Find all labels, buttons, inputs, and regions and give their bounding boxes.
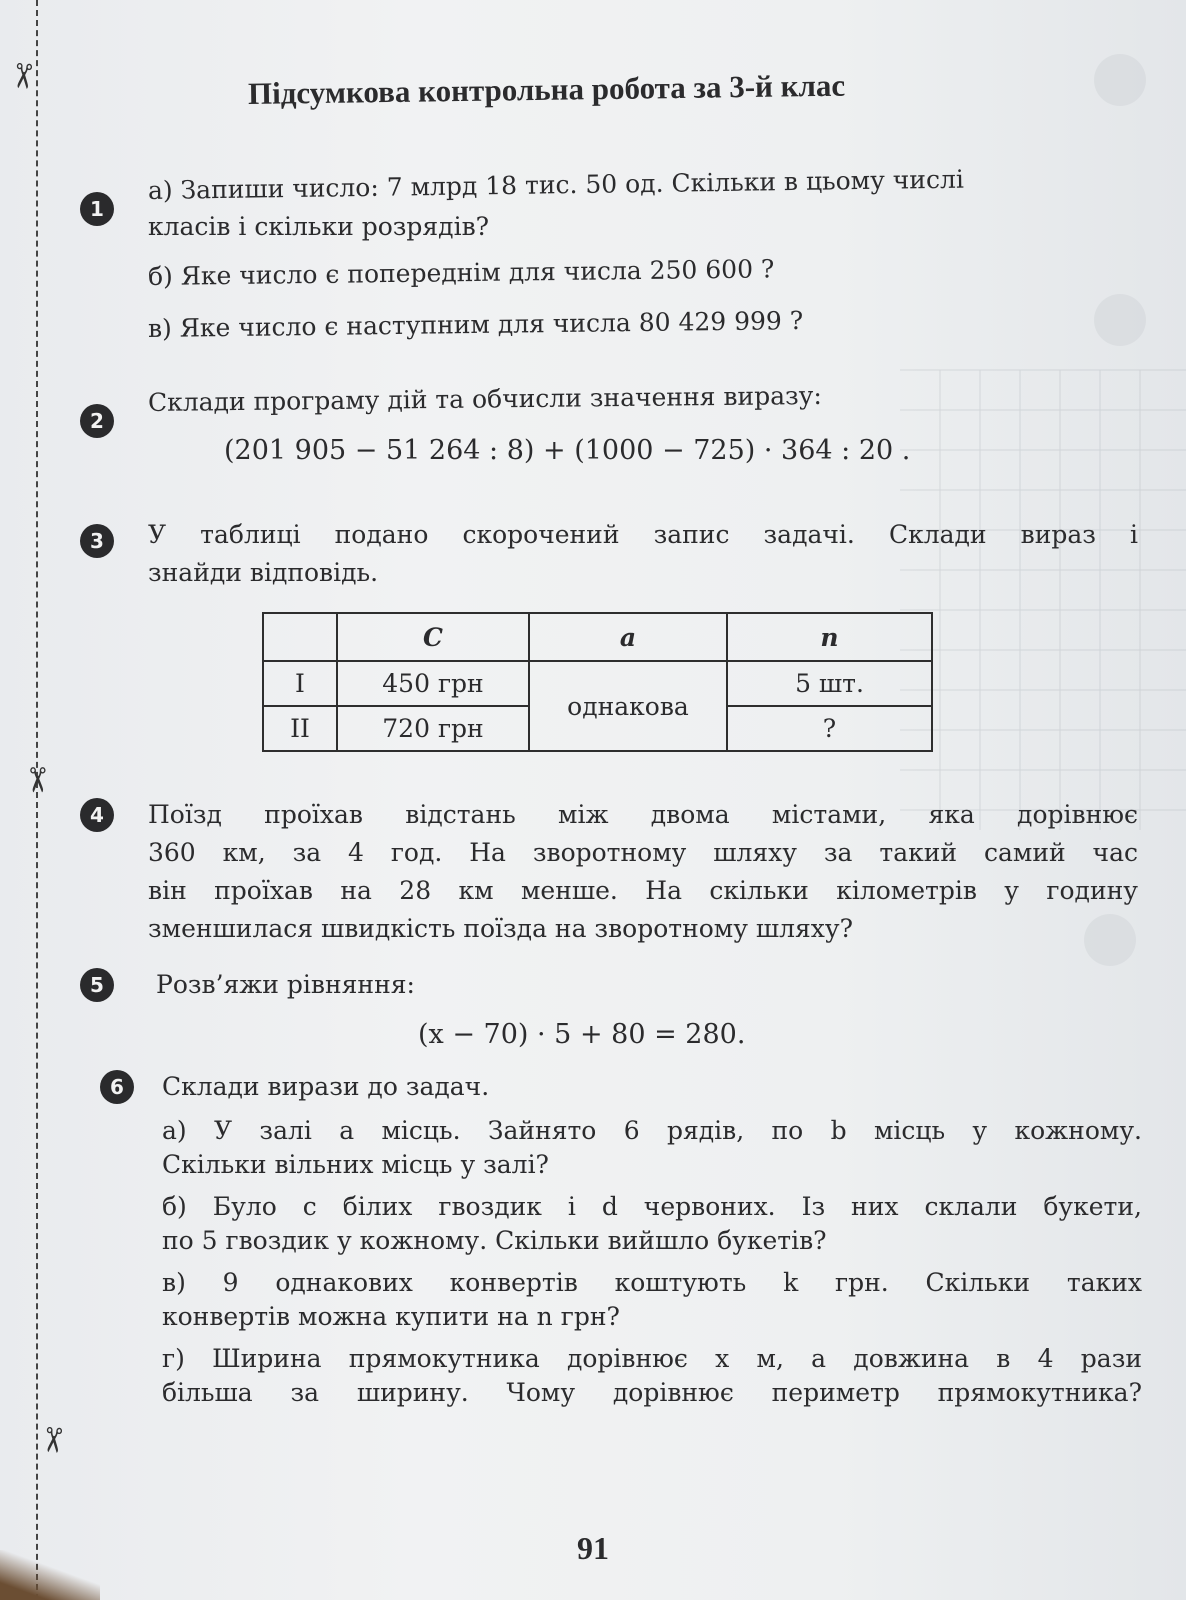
task-1 [80, 164, 1166, 348]
task-number-badge: 6 [100, 1070, 134, 1104]
task-6-text: Склади вирази до задач. [162, 1072, 490, 1101]
task-3 [80, 516, 1166, 592]
task-6b-line-2: по 5 гвоздик у кожному. Скільки вийшло букетів? [162, 1226, 827, 1255]
page-number: 91 [577, 1530, 609, 1566]
task-5 [80, 966, 1166, 1054]
task-6d [162, 1342, 1142, 1410]
table-header-cell: C [337, 613, 529, 661]
task-4 [80, 796, 1166, 948]
task-6d-line-2: більша за ширину. Чому дорівнює периметр прямокутника? [162, 1378, 1142, 1407]
scissors-icon: ✂ [1, 60, 44, 92]
task-3-line-2: знайди відповідь. [148, 558, 379, 587]
task-2 [80, 380, 1166, 470]
table-row [263, 661, 932, 706]
task-number-badge: 1 [80, 192, 114, 226]
task-3-table [262, 612, 933, 752]
task-6d-line-1: г) Ширина прямокутника дорівнює x м, а довжина в 4 рази [162, 1344, 1142, 1373]
task-6 [80, 1068, 1166, 1410]
task-4-line-1: Поїзд проїхав відстань між двома містами, яка дорівнює [148, 800, 1138, 829]
table-cell: ? [727, 706, 932, 751]
task-4-line-3: він проїхав на 28 км менше. На скільки кілометрів у годину [148, 876, 1138, 905]
task-2-expression: (201 905 − 51 264 : 8) + (1000 − 725) · 364 : 20 . [224, 435, 911, 466]
cut-line [36, 0, 38, 1600]
task-1a-line-1: а) Запиши число: 7 млрд 18 тис. 50 од. Скільки в цьому числі [147, 164, 965, 205]
task-6b-line-1: б) Було c білих гвоздик і d червоних. Із них склали букети, [162, 1192, 1142, 1221]
task-6a-line-2: Скільки вільних місць у залі? [162, 1150, 549, 1179]
task-6c [162, 1266, 1142, 1334]
task-1c: в) Яке число є наступним для числа 80 429 999 ? [147, 305, 804, 343]
task-6b [162, 1190, 1142, 1258]
table-cell: 5 шт. [727, 661, 932, 706]
table-cell-merged: однакова [529, 661, 727, 751]
table-header-cell: a [529, 613, 727, 661]
table-header-cell [263, 613, 337, 661]
table-cell: 450 грн [337, 661, 529, 706]
scissors-icon: ✂ [31, 1424, 74, 1456]
task-number-badge: 5 [80, 968, 114, 1002]
table-cell: 720 грн [337, 706, 529, 751]
task-number-badge: 2 [80, 404, 114, 438]
scissors-icon: ✂ [16, 765, 57, 795]
task-3-line-1: У таблиці подано скорочений запис задачі. Склади вираз і [148, 520, 1138, 549]
task-1b: б) Яке число є попереднім для числа 250 600 ? [147, 254, 775, 291]
table-header-row [263, 613, 932, 661]
task-1a-line-2: класів і скільки розрядів? [148, 212, 490, 241]
task-6a-line-1: а) У залі a місць. Зайнято 6 рядів, по b місць у кожному. [162, 1116, 1142, 1145]
task-2-text: Склади програму дій та обчисли значення виразу: [147, 380, 822, 417]
task-6a [162, 1114, 1142, 1182]
task-4-line-2: 360 км, за 4 год. На зворотному шляху за такий самий час [148, 838, 1138, 867]
task-4-line-4: зменшилася швидкість поїзда на зворотному шляху? [148, 914, 854, 943]
task-5-equation: (x − 70) · 5 + 80 = 280. [418, 1019, 746, 1050]
page-title: Підсумкова контрольна робота за 3-й клас [247, 67, 846, 111]
task-6c-line-1: в) 9 однакових конвертів коштують k грн. Скільки таких [162, 1268, 1142, 1297]
table-header-cell: n [727, 613, 932, 661]
table-cell: I [263, 661, 337, 706]
task-number-badge: 4 [80, 798, 114, 832]
task-5-text: Розв’яжи рівняння: [156, 970, 415, 999]
task-number-badge: 3 [80, 524, 114, 558]
task-6c-line-2: конвертів можна купити на n грн? [162, 1302, 620, 1331]
table-cell: II [263, 706, 337, 751]
table-surface-shadow [0, 1550, 100, 1600]
